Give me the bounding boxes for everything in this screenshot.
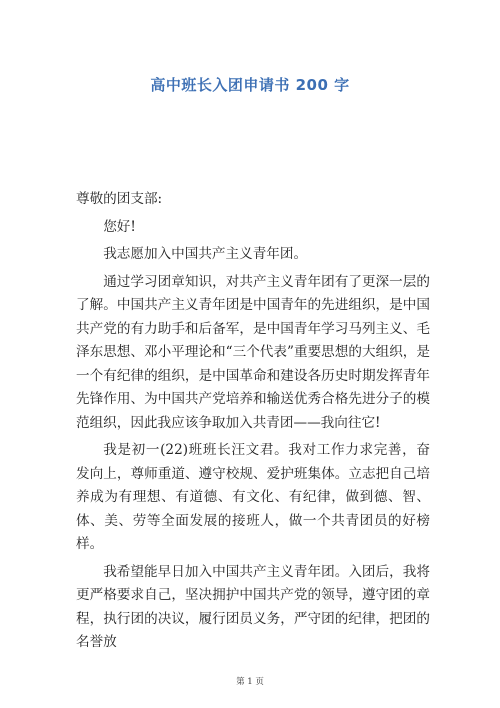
salutation: 尊敬的团支部: — [76, 191, 163, 207]
paragraph-commitment: 我希望能早日加入中国共产主义青年团。入团后，我将更严格要求自己，坚决拥护中国共产党的领导，遵守团的章程，执行团的决议，履行团员义务，严守团的纪律，把团的名誉放 — [76, 563, 430, 650]
document-title: 高中班长入团申请书 200 字 — [150, 76, 350, 94]
paragraph-self-intro: 我是初一(22)班班长汪文君。我对工作力求完善，奋发向上，尊师重道、遵守校规、爱护班集体。立志把自己培养成为有理想、有道德、有文化、有纪律，做到德、智、体、美、劳等全面发展的接班人，做一个共青团员的好榜样。 — [76, 442, 430, 552]
page-number: 第 1 页 — [236, 677, 264, 687]
paragraph-intent: 我志愿加入中国共产主义青年团。 — [103, 246, 308, 262]
document-body — [76, 188, 430, 659]
paragraph-greeting: 您好! — [103, 218, 136, 235]
paragraph-about-league: 通过学习团章知识，对共产主义青年团有了更深一层的了解。中国共产主义青年团是中国青年的先进组织，是中国共产党的有力助手和后备军，是中国青年学习马列主义、毛泽东思想、邓小平理论和“三个代表”重要思想的大组织，是一个有纪律的组织，是中国革命和建设各历史时期发挥青年先锋作用、为中国共产党培养和输送优秀合格先进分子的模范组织，因此我应该争取加入共青团——我向往它! — [76, 273, 430, 431]
